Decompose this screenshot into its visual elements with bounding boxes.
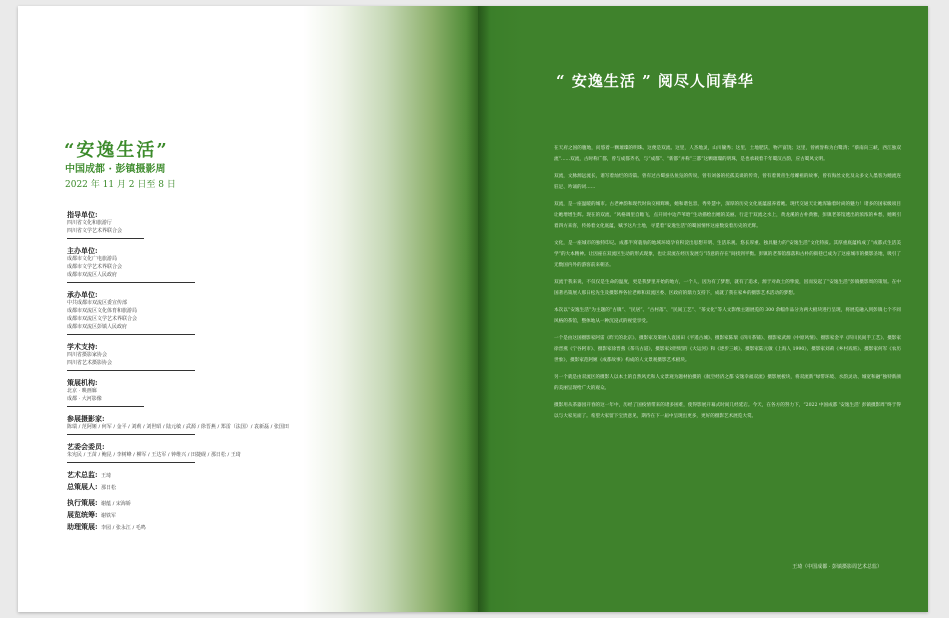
article-paragraph: 双流，是一座温暖的城市。古老神韵和现代时尚交相辉映，她和谐包容，秀外慧中，深厚的历史文化底蕴滋养着她。现代交通天让她浑输着时尚的魅力！诸多的国家级项目让她增增生辉。现在的双流，“风格调里自瞻飞，点开同中边芦苇晗”生动描绘出她的美丽。行走于双流之水上，黄龙溪的古朴典雅，彭镇老茶馆透出的浓浓的乡愁，她吸引着四方来客，传扬着文化底蕴，赋予这片土地，寻觅着“安逸生活”的蜀国情怀这座数发着历史的光辉。 (554, 202, 901, 229)
credit-line: 成都市双流区人民政府 (67, 272, 118, 278)
credit-divider (67, 370, 195, 371)
role-row (67, 498, 195, 508)
role-heading: 执行策展: (67, 498, 98, 507)
credit-heading: 主办单位: (67, 246, 98, 255)
credit-block (67, 246, 195, 283)
article-paragraph: 摄影用从茶器园开春的这一年中，历经了国疫情带来的诸多困难，使得影展开幕式时间几经延宕。今天，在各方的努力下，“2022 中国成都 ‘安逸生活’ 彭镇摄影周”终于得以与大家见面了。希望大家留下宝贵意见，期待在下一届中呈现出更多，更好的摄影艺术展览大赏。 (554, 403, 901, 419)
credit-block (67, 414, 289, 435)
role-row (67, 482, 195, 492)
article-signature: 王琦（中国成都 · 彭镇摄影周艺术总监） (792, 564, 882, 570)
credit-line: 中共成都市双流区委宣传部 (67, 300, 128, 306)
article-paragraph: 文化，是一座城市的独特印记。成都半窝蓑翁的地域环境孕育积淀出思想开明、生活乐观、悠长厚重、独具魅力的“安逸生活”文化特质。其厚重底蕴构成了“成都式生活美学”的大本精神。让因座在双流区生动的形式现象，也让双流在经历发展与“诗意的存在”间找到平衡。彭镇的老茶馆群落和古朴的街巷已成为了这座城市的摄影圣地，吸引了无数国内外的游客前来朝圣。 (554, 241, 901, 268)
credit-line: 陈瑞 / 范阿姬 / 何军 / 金平 / 刘莉 / 刘世昭 / 陆元敏 / 武源 / 徐晋燕 / 郑雷（法国）/ 袁新磊 / 张国田 (67, 424, 289, 430)
credits-list (67, 210, 289, 538)
event-date: 2022 年 11 月 2 日至 8 日 (65, 180, 176, 190)
brochure-spread (18, 6, 928, 612)
credit-heading: 艺委会委员: (67, 442, 105, 451)
roles-group (67, 498, 195, 532)
credit-line: 成都市双流区文学艺术界联合会 (67, 316, 138, 322)
left-page (18, 6, 478, 612)
credit-heading: 指导单位: (67, 210, 98, 219)
article-paragraph: 双流于我来说，不仅仅是生命的温度，更是我梦里开始的地方，一个人，因为有了梦想，就有了追求，源于对故土的挚爱，因而发起了“安逸生活”彭镇摄影周的策划。在中国著名策展人那日松先生及摄影界各位老师和双流区委、区政府的鼎力支持下，成就了我在家乡的摄影艺术活动的梦想。 (554, 280, 901, 296)
credit-heading: 学术支持: (67, 342, 98, 351)
credit-divider (67, 434, 195, 435)
credit-divider (67, 282, 195, 283)
role-heading: 助理策展: (67, 522, 98, 531)
credit-line: 成都 · 大河影像 (67, 396, 102, 402)
role-row (67, 510, 195, 520)
role-value: 谢铁军 (101, 513, 117, 519)
role-value: 王琦 (101, 473, 112, 479)
credit-divider (67, 462, 195, 463)
credit-line: 成都市双流区彭镇人民政府 (67, 324, 128, 330)
event-subtitle: 中国成都 · 彭镇摄影周 (65, 164, 166, 175)
article-paragraph: 本次以“安逸生活”为主题的“古镇”、“民居”、“古村落”、“民间工艺”、“茶文化”等人文影像主题展览的 300 余幅作品分为两大板块进行呈现，将展览融入到彭镇七个不同风格的茶馆，整体地从一种沉浸式的视觉享受。 (554, 308, 901, 324)
credit-line: 四川省摄影家协会 (67, 352, 108, 358)
credit-line: 四川省艺术摄影协会 (67, 360, 113, 366)
credit-block (67, 210, 195, 239)
credit-line: 四川省文学艺术界联合会 (67, 228, 123, 234)
credit-block (67, 290, 195, 335)
article-paragraph: 另一个就是由双流区的摄影人以本土的自然风光和人文景观为题材拍摄的《航空经济之都 安逸幸福双流》摄影展板块，将双流新“绿带环境、水韵灵动、城宽和融”独特新颜的美丽呈现给广大的观众。 (554, 375, 901, 391)
role-row (67, 470, 195, 480)
credit-line: 成都市双流区文化体育和旅游局 (67, 308, 138, 314)
role-heading: 展览统筹: (67, 510, 98, 519)
credit-line: 成都市文学艺术界联合会 (67, 264, 123, 270)
article-title: “ 安逸生活 ” 阅尽人间春华 (556, 72, 754, 90)
credit-divider (67, 238, 144, 239)
role-row (67, 522, 195, 532)
credit-line: 四川省文化和旅游厅 (67, 220, 113, 226)
article-paragraph: 双流，文脉源远流长，谱写着灿烂的诗篇。曾有过古蜀蚕丛鱼凫的传说，曾有刘备的托孤美谈的传奇，曾有着黄帝生母嫘祖的故事，曾有海丝文化及众多文人墨客为她流连驻足、吟诵的词…… (554, 174, 901, 190)
credit-heading: 承办单位: (67, 290, 98, 299)
page-spine (466, 6, 490, 612)
credit-divider (67, 406, 144, 407)
credit-line: 成都市文化广电旅游局 (67, 256, 118, 262)
role-value: 谢蕴 / 宋海娇 (101, 501, 131, 507)
role-value: 李园 / 张永江 / 毛鸣 (101, 525, 146, 531)
event-title: “安逸生活” (64, 140, 169, 161)
article-body (554, 143, 901, 428)
credit-block (67, 378, 195, 407)
role-heading: 艺术总监: (67, 470, 98, 479)
credit-heading: 策展机构: (67, 378, 98, 387)
article-paragraph: 在天府之国的腹地，问悠着一颗璀璨的明珠。这便是双流。这里，人杰地灵，山川毓秀；这里，土地肥沃，物产富饶；这里，曾被誉称为白鹭湾；“蔡南向三峡，西江独双流”……双流，古时称广都，曾与成都齐名，与“成都”、“新都”并称“三都”这颗璀璨的明珠，是也承载着千年蜀汉古韵，应古蜀风文明。 (554, 146, 901, 162)
credit-line: 朱宪民 / 王苗 / 鲍昆 / 李树峰 / 柳军 / 王达军 / 钟维兴 / 田捷砚 / 那日松 / 王琦 (67, 452, 241, 458)
credit-line: 北京 · 映画廊 (67, 388, 97, 394)
roles-group (67, 470, 195, 492)
role-heading: 总策展人: (67, 482, 98, 491)
credit-block (67, 442, 241, 463)
role-value: 那日松 (101, 485, 117, 491)
article-paragraph: 一个是由这国摄影家阿雷《昨天的北京》、摄影家及策展人袁国田《平遥古城》、摄影家陈瑞《四川茶铺》、摄影家武源《中原风情》、摄影家金平《四川民间手工艺》、摄影家徐晋燕《宁谷阿市》、摄影家徐晋燕《茶马古道》，摄影家刘世昭的《大运河》和《逐步三峡》、摄影家陆元敏《上海人 1990》、摄影家刘莉《乡村戏班》、摄影家何军《农历世象》，摄影家范阿姬《成都故事》构成的人文景观摄影艺术板块。 (554, 336, 901, 363)
credit-heading: 参展摄影家: (67, 414, 105, 423)
credit-block (67, 342, 195, 371)
credit-divider (67, 334, 195, 335)
